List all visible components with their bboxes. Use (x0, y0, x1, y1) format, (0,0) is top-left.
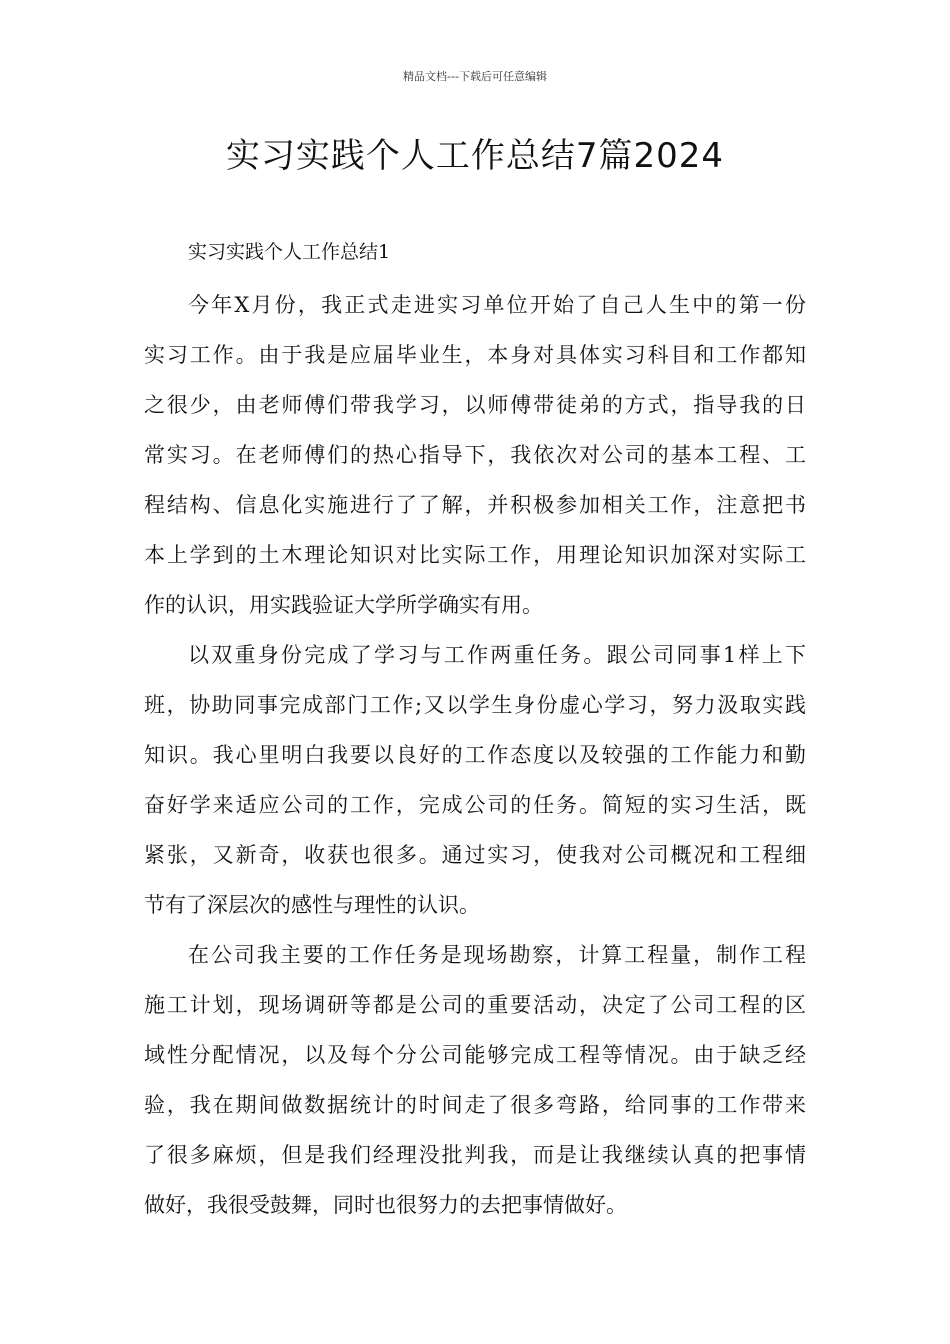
document-body (144, 230, 806, 1230)
paragraph-line: 施工计划，现场调研等都是公司的重要活动，决定了公司工程的区 (144, 993, 806, 1017)
paragraph-line: 实习工作。由于我是应届毕业生，本身对具体实习科目和工作都知 (144, 343, 806, 367)
header-note: 精品文档---下载后可任意编辑 (403, 70, 547, 83)
paragraph-line: 知识。我心里明白我要以良好的工作态度以及较强的工作能力和勤 (144, 743, 806, 767)
paragraph (144, 280, 806, 630)
section-heading: 实习实践个人工作总结1 (188, 241, 391, 263)
paragraph-line: 奋好学来适应公司的工作，完成公司的任务。简短的实习生活，既 (144, 793, 806, 817)
paragraph-line: 班，协助同事完成部门工作;又以学生身份虚心学习，努力汲取实践 (144, 693, 806, 717)
paragraph-line: 节有了深层次的感性与理性的认识。 (144, 893, 480, 917)
paragraph-list (144, 280, 806, 1230)
paragraph-line: 紧张，又新奇，收获也很多。通过实习，使我对公司概况和工程细 (144, 843, 806, 867)
paragraph-line: 以双重身份完成了学习与工作两重任务。跟公司同事1样上下 (188, 643, 806, 667)
document-title: 实习实践个人工作总结7篇2024 (225, 136, 725, 176)
paragraph-line: 作的认识，用实践验证大学所学确实有用。 (144, 593, 543, 617)
paragraph-line: 常实习。在老师傅们的热心指导下，我依次对公司的基本工程、工 (144, 443, 806, 467)
paragraph-line: 本上学到的土木理论知识对比实际工作，用理论知识加深对实际工 (144, 543, 806, 567)
paragraph-line: 做好，我很受鼓舞，同时也很努力的去把事情做好。 (144, 1193, 627, 1217)
paragraph-line: 了很多麻烦，但是我们经理没批判我，而是让我继续认真的把事情 (144, 1143, 806, 1167)
paragraph-line: 在公司我主要的工作任务是现场勘察，计算工程量，制作工程 (188, 943, 806, 967)
paragraph (144, 930, 806, 1230)
paragraph-line: 域性分配情况，以及每个分公司能够完成工程等情况。由于缺乏经 (144, 1043, 806, 1067)
paragraph-line: 之很少，由老师傅们带我学习，以师傅带徒弟的方式，指导我的日 (144, 393, 806, 417)
paragraph-line: 验，我在期间做数据统计的时间走了很多弯路，给同事的工作带来 (144, 1093, 806, 1117)
paragraph-line: 程结构、信息化实施进行了了解，并积极参加相关工作，注意把书 (144, 493, 806, 517)
paragraph-line: 今年X月份，我正式走进实习单位开始了自己人生中的第一份 (188, 293, 806, 317)
paragraph (144, 630, 806, 930)
